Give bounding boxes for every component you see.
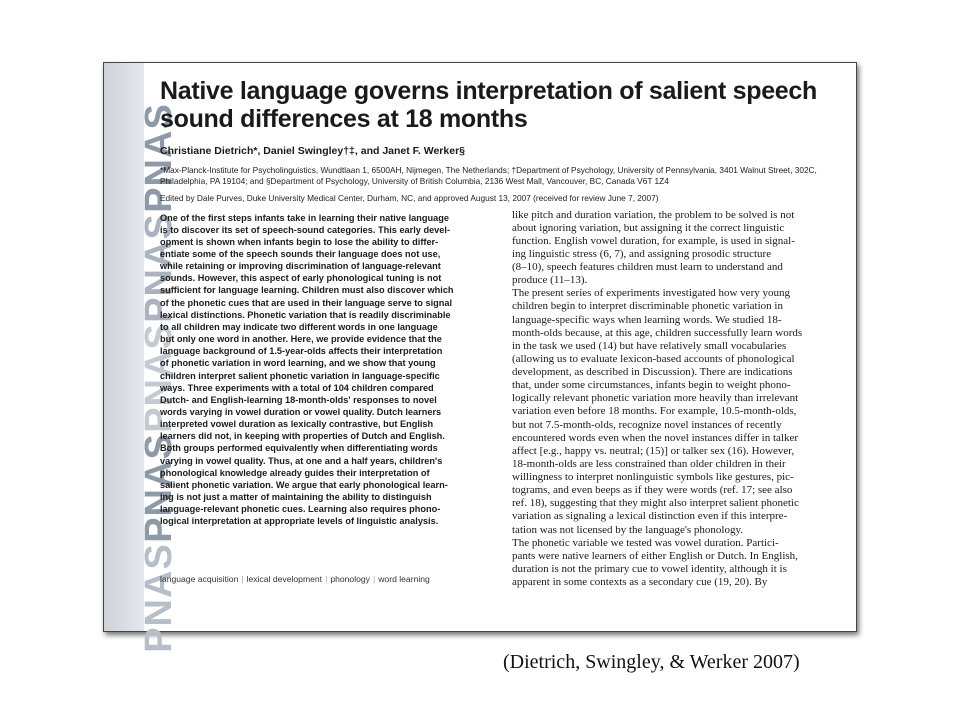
body-text-line: encountered words even when the novel instances differ in talker [512, 431, 798, 444]
paper-affiliations: *Max-Planck-Institute for Psycholinguistics, Wundtlaan 1, 6500AH, Nijmegen, The Netherlands; †Department of Psychology, University of Pennsylvania, 3401 Walnut Street, 302C, Philadelphia, PA 19104; and §Department of Psychology, University of British Columbia, 2136 West Mall, Vancouver, BC, Canada V6T 1Z4 [160, 165, 817, 186]
paper-content [160, 77, 846, 612]
keyword: lexical development [246, 573, 323, 584]
abstract-line: Both groups performed equivalently when differentiating words [160, 443, 438, 454]
body-text-line: like pitch and duration variation, the problem to be solved is not [512, 208, 795, 221]
body-text-line: The present series of experiments investigated how very young [512, 287, 790, 300]
abstract-line: Dutch- and English-learning 18-month-olds' responses to novel [160, 394, 437, 405]
body-text-line: tation was not licensed by the language's phonology. [512, 523, 743, 536]
abstract-line: is to discover its set of speech-sound categories. This early devel- [160, 224, 451, 235]
spine-journal-name: PNAS [137, 323, 180, 433]
paper-columns [160, 208, 846, 612]
paper-authors: Christiane Dietrich*, Daniel Swingley†‡, and Janet F. Werker§ [160, 145, 465, 157]
spine-journal-name: PNAS [137, 543, 180, 653]
abstract-line: lexical distinctions. Phonetic variation that is readily discriminable [160, 309, 451, 320]
body-text-line: variation as signaling a lexical distinction even if this interpre- [512, 510, 788, 523]
journal-spine [104, 63, 180, 653]
paper-title: Native language governs interpretation of salient speech sound differences at 18 months [160, 77, 817, 133]
citation-caption: (Dietrich, Swingley, & Werker 2007) [503, 651, 800, 673]
spine-journal-name: PNAS [137, 433, 180, 543]
abstract-line: opment is shown when infants begin to lose the ability to differ- [160, 236, 439, 247]
body-text-line: logically relevant phonetic variation more heavily than irrelevant [512, 392, 799, 405]
abstract-line: words varying in vowel duration or vowel quality. Dutch learners [160, 407, 442, 417]
body-text-line: willingness to interpret nonlinguistic symbols like gestures, pic- [512, 471, 794, 483]
body-text-line: duration is not the primary cue to vowel identity, although it is [512, 562, 787, 575]
spine-journal-name: PNAS [137, 213, 180, 323]
abstract-line: ing is not just a matter of maintaining the ability to distinguish [160, 492, 432, 503]
abstract-line: language background of 1.5-year-olds affects their interpretation [160, 346, 443, 357]
abstract-line: phonological knowledge already guides their interpretation of [160, 467, 430, 478]
body-text-line: month-olds because, at this age, children successfully learn words [512, 326, 803, 339]
abstract-line: sufficient for language learning. Children must also discover which [160, 285, 454, 296]
abstract-line: while retaining or improving discrimination of language-relevant [160, 261, 441, 272]
abstract-line: logical interpretation at appropriate levels of linguistic analysis. [160, 516, 439, 527]
paper-page-image [103, 62, 857, 653]
body-text-line: produce (11–13). [512, 274, 588, 287]
paper-keywords [160, 574, 498, 584]
paper-body-text [512, 209, 848, 590]
abstract-line: children interpret salient phonetic variation in language-specific [160, 370, 440, 381]
abstract-line: salient phonetic variation. We argue that early phonological learn- [160, 479, 448, 490]
body-text-line: about ignoring variation, but assigning it the correct linguistic [512, 221, 785, 234]
spine-journal-name: PNAS [137, 103, 180, 213]
abstract-line: One of the first steps infants take in learning their native language [160, 212, 449, 223]
abstract-line: of phonetic variation in word learning, and we show that young [160, 358, 436, 369]
abstract-line: ways. Three experiments with a total of 104 children compared [160, 382, 434, 393]
body-text-line: variation even before 18 months. For example, 10.5-month-olds, [512, 405, 797, 418]
body-text-line: apparent in some contexts as a secondary cue (19, 20). By [512, 576, 768, 588]
body-text-line: ref. 18), suggesting that they might also interpret salient phonetic [512, 497, 799, 510]
abstract-line: to all children may indicate two different words in one language [160, 321, 438, 332]
body-text-line: in the task we used (14) but have relatively small vocabularies [512, 339, 787, 352]
keyword-separator: | [241, 573, 244, 584]
body-text-line: language-specific ways when learning words. We studied 18- [512, 313, 782, 326]
abstract-line: varying in vowel quality. Thus, at one and a half years, children's [160, 455, 443, 466]
body-text-line: development, as described in Discussion). There are indications [512, 366, 793, 378]
abstract-line: sounds. However, this aspect of early phonological tuning is not [160, 273, 442, 284]
body-text-line: function. English vowel duration, for example, is used in signal- [512, 234, 795, 247]
keyword: phonology [330, 573, 370, 584]
abstract-line: interpreted vowel duration as lexically contrastive, but English [160, 419, 434, 430]
abstract-line: of the phonetic cues that are used in their language serve to signal [160, 297, 453, 308]
body-text-line: that, under some circumstances, infants begin to weight phono- [512, 379, 791, 392]
body-text-line: (8–10), speech features children must learn to understand and [512, 261, 783, 273]
body-text-line: 18-month-olds are less constrained than older children in their [512, 457, 786, 470]
body-text-line: children begin to interpret discriminable phonetic variation in [512, 300, 783, 313]
paper-abstract [160, 212, 498, 528]
abstract-line: learners did not, in keeping with properties of Dutch and English. [160, 431, 445, 442]
body-text-line: pants were native learners of either English or Dutch. In English, [512, 549, 798, 562]
body-text-line: (allowing us to evaluate lexicon-based accounts of phonological [512, 352, 795, 365]
body-text-line: but not 7.5-month-olds, recognize novel instances of recently [512, 418, 782, 431]
body-text-line: ing linguistic stress (6, 7), and assigning prosodic structure [512, 247, 772, 260]
body-text-line: tograms, and even beeps as if they were words (ref. 17; see also [512, 484, 793, 497]
abstract-line: entiate some of the speech sounds their language does not use, [160, 248, 441, 259]
abstract-line: but only one word in another. Here, we provide evidence that the [160, 334, 442, 345]
paper-edited-by: Edited by Dale Purves, Duke University Medical Center, Durham, NC, and approved August 13, 2007 (received for review June 7, 2007) [160, 193, 659, 203]
body-text-line: affect [e.g., happy vs. neutral; (15)] or talker sex (16). However, [512, 444, 795, 457]
keyword: word learning [378, 573, 430, 584]
abstract-line: language-relevant phonetic cues. Learning also requires phono- [160, 504, 441, 515]
body-text-line: The phonetic variable we tested was vowel duration. Partici- [512, 536, 779, 549]
keyword: language acquisition [160, 573, 239, 584]
keyword-separator: | [325, 573, 328, 584]
keyword-separator: | [372, 573, 376, 584]
